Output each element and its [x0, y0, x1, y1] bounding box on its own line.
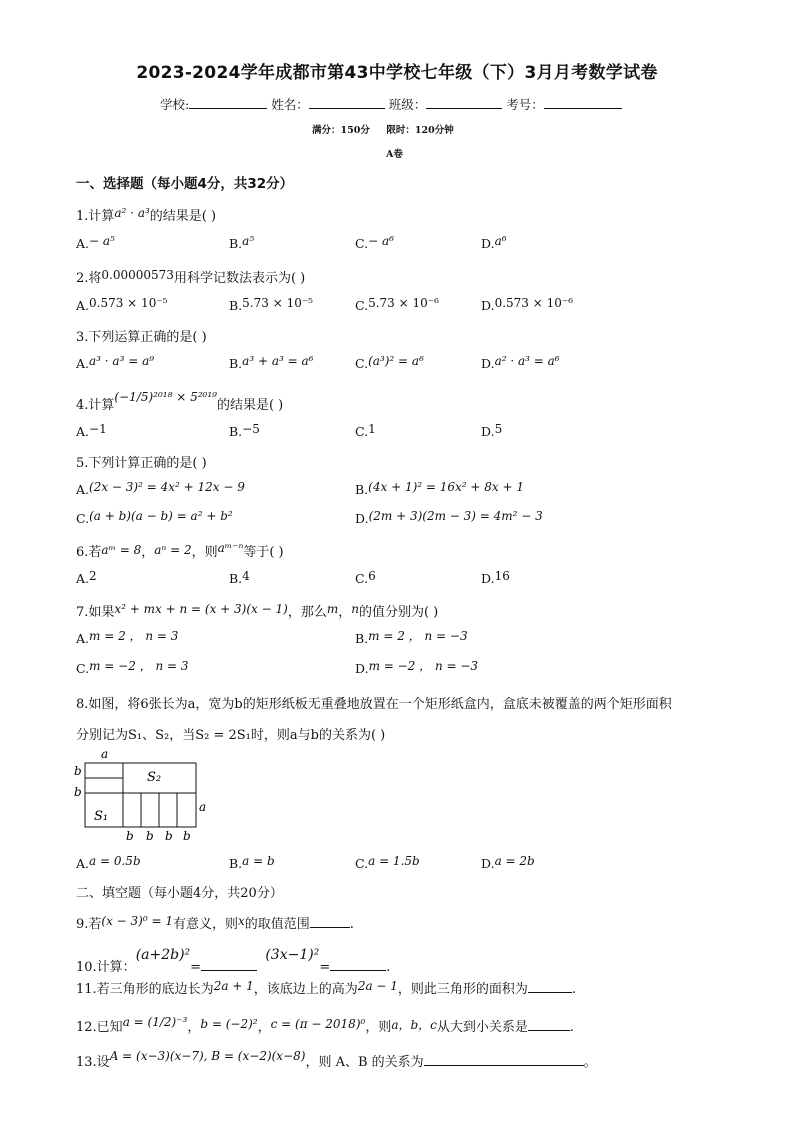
option-label: C.: [76, 511, 90, 526]
q11-answer-blank[interactable]: [528, 980, 572, 993]
option-value: 0.573 × 10⁻⁶: [494, 296, 574, 310]
q2-stem: [76, 267, 305, 286]
option-value: a⁶: [494, 234, 507, 248]
fig-label-right-a: a: [199, 800, 207, 814]
q2-math: 0.00000573: [101, 268, 174, 282]
q11-math1: 2a + 1: [213, 979, 254, 993]
option-label: A.: [76, 482, 90, 497]
option-label: A.: [76, 631, 90, 646]
q8-stem-line2: 分别记为S₁、S₂，当S₂ = 2S₁时，则a与b的关系为( ): [76, 728, 386, 743]
q5-option-b[interactable]: [355, 482, 524, 498]
q2-option-a[interactable]: [76, 298, 167, 314]
q1-stem-pre: 1.计算: [76, 209, 115, 224]
q10-pre: 10.计算：: [76, 960, 136, 975]
time-text: 限时：120分钟: [386, 125, 454, 136]
q4-option-a[interactable]: [76, 424, 107, 440]
option-value: (2m + 3)(2m − 3) = 4m² − 3: [368, 509, 543, 523]
option-value: (a³)² = a⁶: [368, 354, 424, 368]
q4-option-b[interactable]: [229, 424, 260, 440]
q2-option-c[interactable]: [355, 298, 439, 314]
q4-option-d[interactable]: [481, 424, 502, 440]
q3-option-b[interactable]: [229, 356, 313, 372]
q11-end: .: [571, 982, 577, 997]
option-label: A.: [76, 356, 90, 371]
option-label: D.: [481, 571, 495, 586]
option-value: 16: [494, 569, 510, 583]
q6-option-b[interactable]: [229, 571, 250, 587]
q13-stem: [76, 1051, 597, 1070]
q4-math: (−1/5)²⁰¹⁸ × 5²⁰¹⁹: [114, 390, 217, 404]
fig-label-top-a: a: [101, 747, 109, 761]
q5-option-c[interactable]: [76, 511, 233, 527]
q10-answer-blank-1[interactable]: [201, 958, 257, 971]
fig-label-s2: S₂: [147, 770, 162, 785]
option-value: a = 1.5b: [368, 854, 420, 868]
q10-expr1: (a+2b)²: [135, 947, 191, 963]
option-value: 5.73 × 10⁻⁶: [368, 296, 439, 310]
option-label: D.: [481, 856, 495, 871]
q1-option-d[interactable]: [481, 236, 507, 252]
q11-post: ，则此三角形的面积为: [397, 982, 528, 997]
q7-sep: ，: [338, 605, 352, 620]
school-blank[interactable]: [189, 96, 267, 109]
section1-heading: 一、选择题（每小题4分，共32分）: [76, 176, 294, 192]
option-label: C.: [355, 236, 369, 251]
q4-stem: [76, 390, 284, 413]
q4-stem-post: 的结果是( ): [216, 398, 284, 413]
q12-math-b: b = (−2)²: [200, 1017, 258, 1031]
q6-sep1: ，: [141, 545, 155, 560]
option-label: B.: [355, 631, 369, 646]
q12-vars: a，b，c: [391, 1018, 437, 1032]
q3-stem: 3.下列运算正确的是( ): [76, 330, 207, 345]
exam-no-label: 考号：: [506, 97, 544, 112]
option-value: a = 2b: [494, 854, 535, 868]
option-label: B.: [355, 482, 369, 497]
option-value: a³ · a³ = a⁹: [89, 354, 155, 368]
q12-stem: [76, 1016, 574, 1035]
option-value: m = −2 ， n = 3: [89, 659, 189, 673]
q9-end: .: [349, 917, 354, 932]
name-blank[interactable]: [309, 96, 385, 109]
q5-option-a[interactable]: [76, 482, 245, 498]
q12-sep1: ，: [187, 1020, 201, 1035]
q5-option-d[interactable]: [355, 511, 543, 527]
option-value: a³ + a³ = a⁶: [242, 354, 314, 368]
q7-stem-post: 的值分别为( ): [358, 605, 439, 620]
q8-option-a[interactable]: [76, 856, 141, 872]
q1-stem: [76, 205, 216, 224]
q8-option-b[interactable]: [229, 856, 275, 872]
option-label: B.: [229, 424, 243, 439]
option-label: A.: [76, 856, 90, 871]
q12-answer-blank[interactable]: [528, 1018, 570, 1031]
option-label: C.: [76, 661, 90, 676]
q13-pre: 13.设: [76, 1055, 110, 1070]
q2-stem-pre: 2.将: [76, 271, 102, 286]
option-label: B.: [229, 236, 243, 251]
option-label: D.: [481, 298, 495, 313]
q1-option-c[interactable]: [355, 236, 394, 252]
q7-option-a[interactable]: [76, 630, 178, 647]
q7-math: x² + mx + n = (x + 3)(x − 1): [114, 602, 288, 616]
option-value: 6: [368, 569, 376, 583]
option-value: 0.573 × 10⁻⁵: [89, 296, 168, 310]
fig-label-bottom-b: b: [165, 829, 173, 843]
option-label: B.: [229, 298, 243, 313]
fig-label-left-b1: b: [74, 764, 82, 778]
option-value: − a⁶: [368, 234, 394, 248]
option-value: −5: [242, 422, 260, 436]
option-value: (2x − 3)² = 4x² + 12x − 9: [89, 480, 245, 494]
q6-math2: aⁿ = 2: [154, 543, 192, 557]
option-value: a² · a³ = a⁶: [494, 354, 560, 368]
option-label: C.: [355, 298, 369, 313]
q6-option-d[interactable]: [481, 571, 510, 587]
school-label: 学校:: [160, 97, 190, 112]
option-value: − a⁵: [89, 234, 115, 248]
q1-math: a² · a³: [114, 206, 150, 220]
q6-option-a[interactable]: [76, 571, 97, 587]
q10-expr2: (3x−1)²: [265, 947, 320, 963]
q6-sep2: ，则: [191, 545, 218, 560]
q3-option-d[interactable]: [481, 356, 560, 372]
q12-math-a: a = (1/2)⁻³: [122, 1015, 188, 1029]
exam-meta: [312, 122, 454, 136]
q2-option-d[interactable]: [481, 298, 573, 314]
option-label: C.: [355, 424, 369, 439]
option-value: m = 2 ， n = −3: [368, 629, 468, 643]
option-label: B.: [229, 571, 243, 586]
q6-math1: aᵐ = 8: [101, 543, 142, 557]
q7-stem: [76, 601, 438, 620]
option-label: A.: [76, 571, 90, 586]
option-value: a = 0.5b: [89, 854, 141, 868]
q7-var-n: n: [351, 602, 359, 616]
option-label: C.: [355, 856, 369, 871]
q7-stem-pre: 7.如果: [76, 605, 115, 620]
option-value: −1: [89, 422, 107, 436]
option-value: a = b: [242, 854, 275, 868]
q11-stem: [76, 978, 576, 997]
option-value: 1: [368, 422, 376, 436]
option-label: D.: [355, 511, 369, 526]
option-value: a⁵: [242, 234, 255, 248]
section2-heading: 二、填空题（每小题4分，共20分）: [76, 886, 283, 901]
q13-math: A = (x−3)(x−7), B = (x−2)(x−8): [109, 1049, 306, 1063]
q6-option-c[interactable]: [355, 571, 376, 587]
q11-math2: 2a − 1: [357, 979, 398, 993]
option-value: (a + b)(a − b) = a² + b²: [89, 509, 233, 523]
q4-option-c[interactable]: [355, 424, 376, 440]
option-value: 4: [242, 569, 250, 583]
q4-stem-pre: 4.计算: [76, 398, 115, 413]
q13-answer-blank[interactable]: [424, 1053, 584, 1066]
q7-option-c[interactable]: [76, 660, 189, 677]
q1-option-a[interactable]: [76, 236, 115, 252]
option-label: D.: [481, 356, 495, 371]
part-a-label: A卷: [386, 149, 403, 160]
option-label: B.: [229, 856, 243, 871]
class-label: 班级：: [388, 97, 427, 112]
fig-label-s1: S₁: [94, 809, 109, 824]
q3-option-c[interactable]: [355, 356, 424, 372]
q9-answer-blank[interactable]: [310, 915, 350, 928]
class-blank[interactable]: [426, 96, 502, 109]
q10-end: .: [386, 960, 391, 975]
q11-pre: 11.若三角形的底边长为: [76, 982, 214, 997]
fig-label-bottom-b: b: [146, 829, 154, 843]
option-value: m = 2 ， n = 3: [89, 629, 179, 643]
q8-option-d[interactable]: [481, 856, 535, 872]
q9-pre: 9.若: [76, 917, 102, 932]
option-value: (4x + 1)² = 16x² + 8x + 1: [368, 480, 525, 494]
option-value: 5.73 × 10⁻⁵: [242, 296, 313, 310]
q9-math: (x − 3)⁰ = 1: [101, 914, 173, 928]
option-label: A.: [76, 298, 90, 313]
option-value: m = −2 ， n = −3: [368, 659, 479, 673]
q9-stem: [76, 913, 354, 932]
option-label: A.: [76, 236, 90, 251]
q7-stem-mid: ，那么: [287, 605, 327, 620]
q10-stem: [76, 947, 391, 975]
fig-label-bottom-b: b: [126, 829, 134, 843]
q3-option-a[interactable]: [76, 356, 154, 372]
q1-stem-post: 的结果是( ): [149, 209, 217, 224]
q8-option-c[interactable]: [355, 856, 420, 872]
q1-option-b[interactable]: [229, 236, 254, 252]
q12-pre: 12.已知: [76, 1020, 123, 1035]
q10-eq2: =: [319, 960, 331, 975]
q7-var-m: m: [326, 602, 339, 616]
option-value: 5: [494, 422, 503, 436]
q7-option-b[interactable]: [355, 630, 468, 647]
q6-stem-post: 等于( ): [243, 545, 284, 560]
page-title: 2023-2024学年成都市第43中学校七年级（下）3月月考数学试卷: [136, 63, 658, 83]
info-line: [160, 95, 622, 113]
q12-math-c: c = (π − 2018)⁰: [270, 1017, 366, 1031]
option-label: A.: [76, 424, 90, 439]
option-label: C.: [355, 356, 369, 371]
fig-label-left-b2: b: [74, 785, 82, 799]
q11-mid: ，该底边上的高为: [253, 982, 358, 997]
option-label: D.: [481, 424, 495, 439]
q12-mid: ，则: [365, 1020, 392, 1035]
score-text: 满分：150分: [312, 125, 370, 136]
q13-end: 。: [583, 1055, 597, 1070]
q8-stem-line1: 8.如图，将6张长为a，宽为b的矩形纸板无重叠地放置在一个矩形纸盒内，盒底未被覆盖的两个矩形面积: [76, 697, 672, 712]
q6-stem-pre: 6.若: [76, 545, 102, 560]
option-label: D.: [355, 661, 369, 676]
q12-post: 从大到小关系是: [436, 1020, 528, 1035]
q10-answer-blank-2[interactable]: [330, 958, 386, 971]
q5-stem: 5.下列计算正确的是( ): [76, 456, 207, 471]
q6-stem: [76, 541, 284, 560]
q8-figure: [72, 745, 217, 845]
q9-var: x: [238, 914, 245, 928]
q7-option-d[interactable]: [355, 660, 478, 677]
q2-stem-post: 用科学记数法表示为( ): [173, 271, 306, 286]
q2-option-b[interactable]: [229, 298, 313, 314]
q6-math3: aᵐ⁻ⁿ: [217, 541, 244, 555]
exam-no-blank[interactable]: [544, 96, 622, 109]
option-label: C.: [355, 571, 369, 586]
name-label: 姓名：: [271, 97, 309, 112]
q10-eq1: =: [190, 960, 202, 975]
q9-mid: 有意义，则: [172, 917, 238, 932]
fig-label-bottom-b: b: [183, 829, 191, 843]
q12-sep2: ，: [257, 1020, 271, 1035]
q12-end: .: [569, 1020, 575, 1035]
q13-post: ，则 A、B 的关系为: [305, 1055, 424, 1070]
q9-post: 的取值范围: [244, 917, 310, 932]
option-label: D.: [481, 236, 495, 251]
option-label: B.: [229, 356, 243, 371]
option-value: 2: [89, 569, 97, 583]
